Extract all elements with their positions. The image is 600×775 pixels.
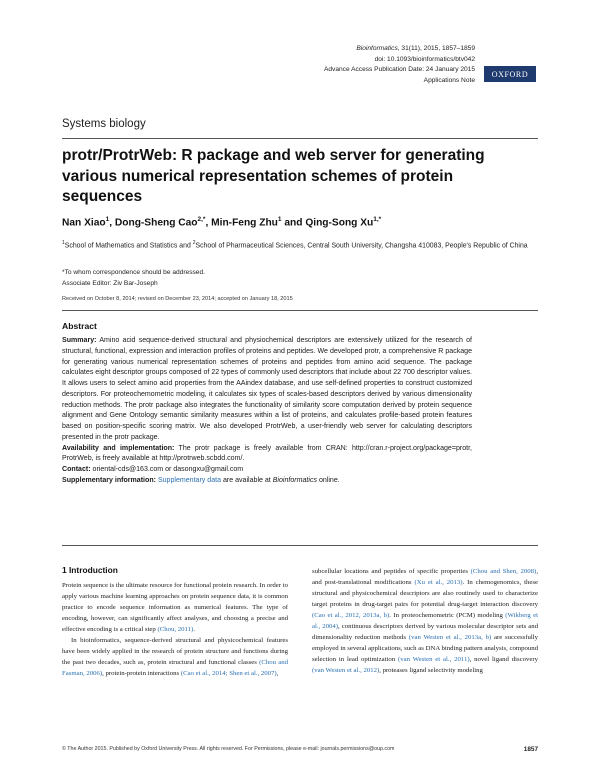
correspondence-block: [62, 268, 538, 289]
author-name: Qing-Song Xu: [305, 217, 374, 229]
journal-header: [324, 44, 475, 87]
author-mark: 1,*: [373, 216, 382, 223]
citation-link[interactable]: (van Westen et al., 2012): [312, 666, 380, 674]
left-column: [62, 565, 288, 680]
abstract-availability: [62, 444, 472, 466]
author-mark: 1: [105, 216, 110, 223]
journal-name: Bioinformatics: [356, 45, 398, 52]
abstract-contact: [62, 465, 472, 476]
article-title: protr/ProtrWeb: R package and web server for generating various numerical representation schemes of protein sequences: [62, 147, 485, 205]
author-separator: and: [281, 217, 306, 229]
intro-text: , proteases ligand selectivity modeling: [379, 666, 483, 674]
section-label: Systems biology: [62, 118, 146, 130]
supplementary-link[interactable]: Supplementary data: [157, 476, 222, 484]
citation-link[interactable]: (Chou and Fasman, 2006): [62, 658, 288, 677]
intro-text: . In chemogenomics, these structural and physicochemical descriptors are also routinely used to characterize target proteins in drug-target pairs for potential drug-target interaction discovery: [312, 578, 538, 608]
affiliations: [62, 238, 538, 252]
intro-text: are successfully employed in several applications, such as DNA binding pattern analysis, compound selection in lead optimization: [312, 633, 539, 663]
intro-paragraph: [312, 567, 538, 677]
correspondence-note: *To whom correspondence should be addressed.: [62, 269, 205, 276]
article-type: Applications Note: [423, 77, 475, 85]
abstract-heading: Abstract: [62, 321, 97, 331]
citation-link[interactable]: (van Westen et al., 2011): [398, 655, 470, 663]
intro-text: ,: [276, 669, 279, 677]
citation-link[interactable]: (Wikberg et al., 2004): [312, 611, 539, 630]
right-column: [312, 567, 538, 677]
affiliation-mark: 1: [62, 240, 65, 246]
affiliation-text: School of Pharmaceutical Sciences, Central South University, Changsha 410083, People's Republic of China: [195, 242, 528, 250]
citation-link[interactable]: (Chou, 2011): [157, 625, 194, 633]
intro-paragraph: [62, 636, 288, 680]
abstract-bottom-divider: [62, 545, 538, 546]
citation-link[interactable]: (van Westen et al., 2013a, b): [408, 633, 492, 641]
supplementary-journal: Bioinformatics: [272, 476, 317, 484]
intro-text: , continuous descriptors derived by various molecular descriptor sets and dimensionality reduction methods: [312, 622, 538, 641]
author-list: [62, 216, 538, 228]
introduction-heading: 1 Introduction: [62, 565, 118, 575]
copyright-footer: © The Author 2015. Published by Oxford University Press. All rights reserved. For Permissions, please e-mail: journals.permissions@oup.com: [62, 746, 395, 752]
author-name: Dong-Sheng Cao: [114, 217, 198, 229]
citation-link[interactable]: (Xu et al., 2013): [414, 578, 463, 586]
author-separator: ,: [109, 217, 115, 229]
author-name: Min-Feng Zhu: [211, 217, 278, 229]
doi[interactable]: doi: 10.1093/bioinformatics/btv042: [374, 55, 475, 63]
contact-text: oriental-cds@163.com or dasongxu@gmail.com: [90, 466, 244, 473]
intro-text: , protein-protein interactions: [102, 669, 181, 677]
author-separator: ,: [205, 217, 212, 229]
author-mark: 2,*: [197, 216, 206, 223]
intro-text: In bioinformatics, sequence-derived structural and physicochemical features have been widely applied in the research of protein structure and functions during the past two decades, such as, protein structural and functional classes: [62, 636, 288, 666]
summary-text: Amino acid sequence-derived structural and physiochemical descriptors are extensively utilized for the research of structural, functional, expression and interaction profiles of proteins and peptides. We developed protr, a comprehensive R package for generating various numerical representation schemes of proteins and peptides from amino acid sequence. The package calculates eight descriptor groups composed of 22 types of commonly used descriptors that include about 22 700 descriptor values. It allows users to select amino acid properties from the AAindex database, and use self-defined properties to construct customized descriptors. For proteochemometric modeling, it calculates six types of scales-based descriptors derived by various dimensionality reduction methods. The protr package also integrates the functionality of similarity score computation derived by protein sequence alignment and Gene Ontology semantic similarity measures within a list of proteins, and calculates profile-based protein features based on position-specific scoring matrix. We also developed ProtrWeb, a user-friendly web server for calculating descriptors presented in the protr package.: [62, 337, 472, 441]
intro-paragraph: [62, 581, 288, 636]
abstract-summary: [62, 336, 472, 444]
intro-text: .: [193, 625, 195, 633]
citation-link[interactable]: (Cao et al., 2014; Shen et al., 2007): [180, 669, 277, 677]
summary-label: Summary:: [62, 337, 97, 344]
supplementary-label: Supplementary information:: [62, 476, 156, 484]
journal-citation: , 31(11), 2015, 1857–1859: [397, 45, 475, 52]
associate-editor: Associate Editor: Ziv Bar-Joseph: [62, 279, 158, 287]
affiliation-text: School of Mathematics and Statistics and: [64, 242, 193, 250]
intro-text: , and post-translational modifications: [312, 568, 538, 586]
citation-link[interactable]: (Chou and Shen, 2008): [470, 568, 537, 575]
abstract-body: [62, 336, 472, 487]
abstract-top-divider: [62, 310, 538, 311]
page-number: 1857: [523, 746, 538, 753]
abstract-supplementary: [62, 476, 472, 487]
intro-text: , novel ligand discovery: [469, 655, 538, 663]
intro-text: subcellular locations and peptides of specific properties: [312, 568, 471, 575]
section-divider: [62, 138, 538, 139]
oxford-logo: OXFORD: [484, 66, 536, 82]
intro-text: . In proteochemometric (PCM) modeling: [389, 611, 506, 619]
author-name: Nan Xiao: [62, 217, 106, 229]
intro-text: Protein sequence is the ultimate resource for functional protein research. In order to apply various machine learning approaches on protein sequence data, it is common practice to encode sequence information as numerical features. The type of encoding, however, can significantly affect analyses, and choosing a precise and effective encoding is a critical step: [62, 581, 288, 633]
advance-access-date: Advance Access Publication Date: 24 January 2015: [323, 66, 475, 74]
citation-link[interactable]: (Cao et al., 2012, 2013a, b): [312, 611, 390, 619]
author-mark: 1: [277, 216, 282, 223]
availability-text: The protr package is freely available from CRAN: http://cran.r-project.org/package=protr, ProtrWeb, is freely available at http://protrweb.scbdd.com/.: [62, 444, 473, 463]
supplementary-text: are available at: [221, 476, 273, 484]
supplementary-end: online.: [317, 476, 340, 484]
received-dates: Received on October 8, 2014; revised on December 23, 2014; accepted on January 18, 2015: [62, 296, 293, 302]
availability-label: Availability and implementation:: [62, 444, 175, 452]
contact-label: Contact:: [62, 466, 91, 473]
affiliation-mark: 2: [192, 240, 196, 246]
